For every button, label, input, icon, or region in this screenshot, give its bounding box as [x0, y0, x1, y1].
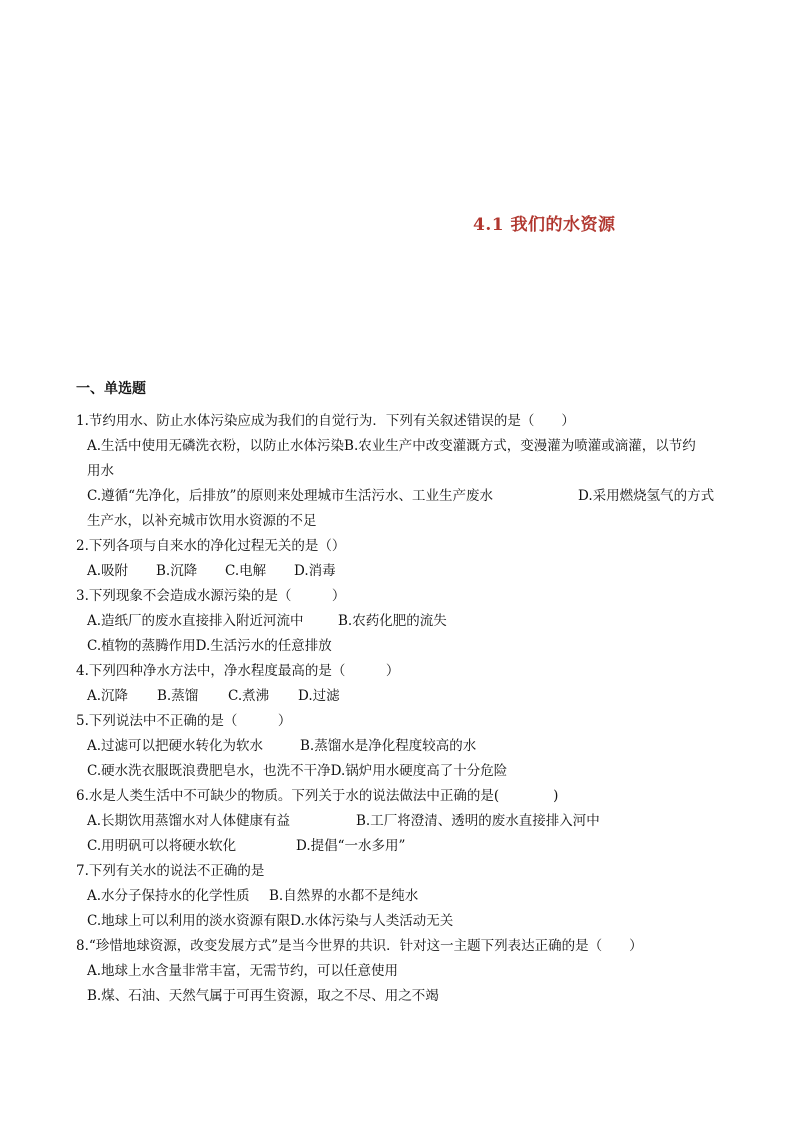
option-a: A.吸附: [87, 563, 129, 579]
option-d: D.过滤: [298, 688, 340, 704]
option-line: C.植物的蒸腾作用D.生活污水的任意排放: [87, 638, 332, 654]
page-title: 4.1 我们的水资源: [473, 215, 616, 235]
option-line: D.采用燃烧氢气的方式: [578, 488, 715, 504]
option-a: A.沉降: [87, 688, 129, 704]
option-d: D.消毒: [294, 563, 336, 579]
question-stem: 3.下列现象不会造成水源污染的是（ ）: [76, 588, 346, 604]
option-line: C.遵循“先净化，后排放”的原则来处理城市生活污水、工业生产废水: [87, 488, 493, 504]
option-line: A.地球上水含量非常丰富，无需节约，可以任意使用: [87, 963, 399, 979]
option-line: A.生活中使用无磷洗衣粉，以防止水体污染B.农业生产中改变灌溉方式，变漫灌为喷灌或滴灌，以节约: [87, 438, 696, 454]
question-stem: 8.“珍惜地球资源，改变发展方式”是当今世界的共识．针对这一主题下列表达正确的是（ ）: [76, 938, 643, 954]
option-line: C.地球上可以利用的淡水资源有限D.水体污染与人类活动无关: [87, 913, 454, 929]
question-stem: 2.下列各项与自来水的净化过程无关的是（）: [76, 538, 346, 554]
option-line: B.工厂将澄清、透明的废水直接排入河中: [356, 813, 600, 829]
option-line: B.煤、石油、天然气属于可再生资源，取之不尽、用之不竭: [87, 988, 439, 1004]
section-heading: 一、单选题: [76, 381, 146, 397]
question-stem: 6.水是人类生活中不可缺少的物质。下列关于水的说法做法中正确的是( ): [76, 788, 559, 804]
option-line: 用水: [87, 463, 114, 479]
option-line: A.造纸厂的废水直接排入附近河流中: [87, 613, 304, 629]
question-stem: 4.下列四种净水方法中，净水程度最高的是（ ）: [76, 663, 400, 679]
option-line: C.硬水洗衣服既浪费肥皂水，也洗不干净D.锅炉用水硬度高了十分危险: [87, 763, 508, 779]
question-stem: 1.节约用水、防止水体污染应成为我们的自觉行为．下列有关叙述错误的是（ ）: [76, 413, 575, 429]
question-stem: 5.下列说法中不正确的是（ ）: [76, 713, 292, 729]
option-line: A.过滤可以把硬水转化为软水: [87, 738, 264, 754]
option-line: C.用明矾可以将硬水软化: [87, 838, 237, 854]
option-line: A.长期饮用蒸馏水对人体健康有益: [87, 813, 291, 829]
option-b: B.沉降: [156, 563, 198, 579]
option-line: D.提倡“一水多用”: [296, 838, 406, 854]
option-line: B.自然界的水都不是纯水: [269, 888, 419, 904]
option-line: B.蒸馏水是净化程度较高的水: [300, 738, 477, 754]
option-c: C.煮沸: [228, 688, 270, 704]
option-line: B.农药化肥的流失: [338, 613, 447, 629]
option-b: B.蒸馏: [157, 688, 199, 704]
question-stem: 7.下列有关水的说法不正确的是: [76, 863, 265, 879]
option-line: 生产水，以补充城市饮用水资源的不足: [87, 513, 317, 529]
option-line: A.水分子保持水的化学性质: [87, 888, 250, 904]
option-c: C.电解: [225, 563, 267, 579]
